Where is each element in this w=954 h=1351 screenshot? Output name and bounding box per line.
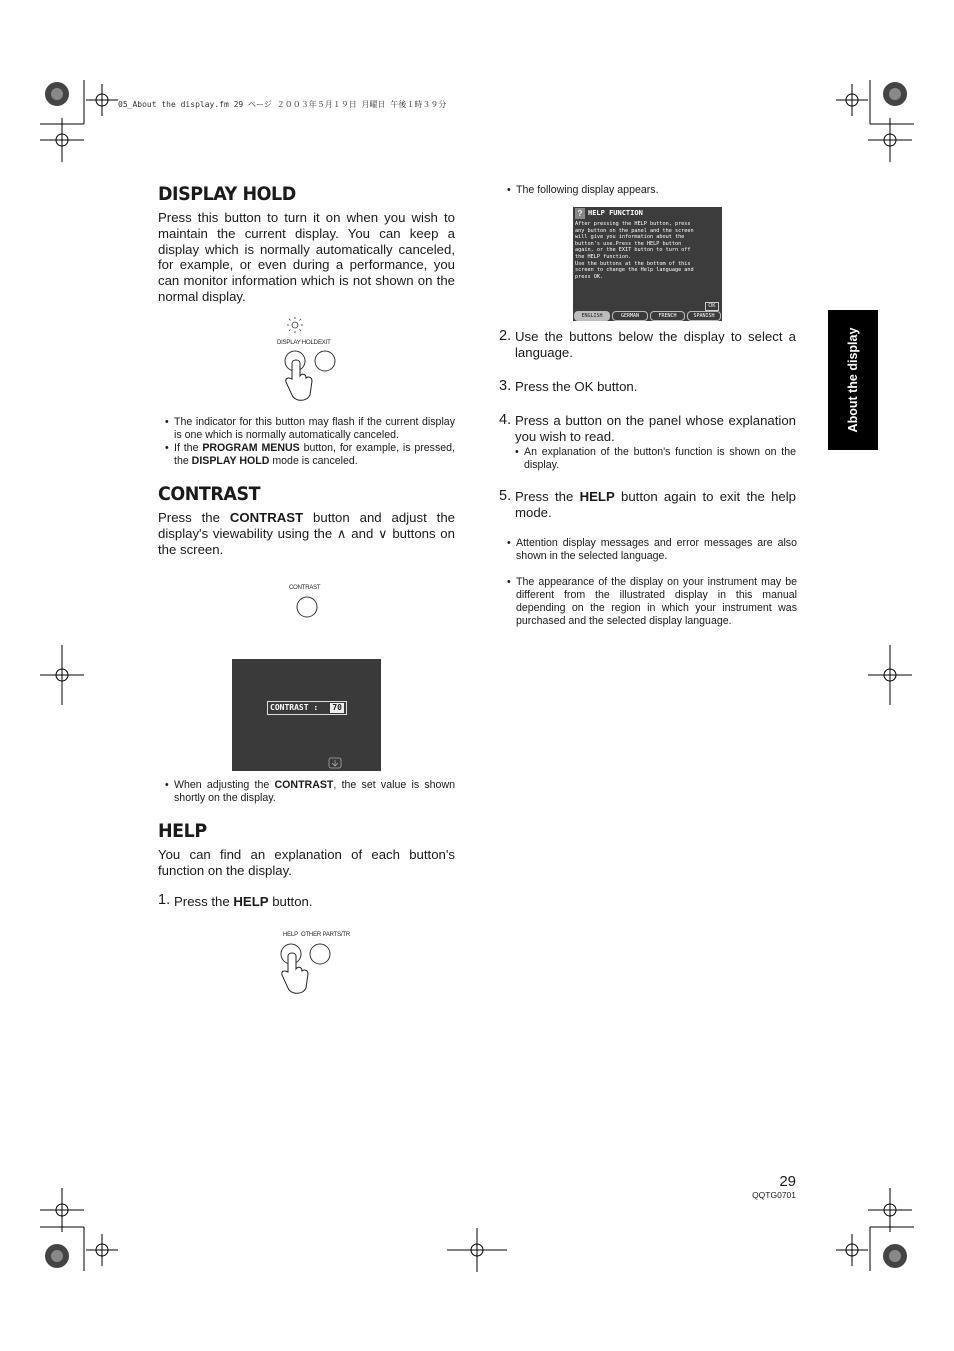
help-note-languages: • Attention display messages and error messages are also shown in the selected language. — [507, 537, 797, 563]
exit-label: EXIT — [318, 340, 331, 346]
contrast-note: • When adjusting the CONTRAST, the set value is shown shortly on the display. — [165, 779, 455, 805]
contrast-screen — [232, 659, 381, 771]
help-step-3: 3. Press the OK button. — [499, 378, 638, 394]
help-heading: HELP — [158, 820, 207, 842]
help-step-1: 1. Press the HELP button. — [158, 892, 313, 909]
contrast-body: Press the CONTRAST button and adjust the display's viewability using the ∧ and ∨ buttons on the screen. — [158, 510, 455, 557]
help-step-5: 5. Press the HELP button again to exit the help mode. — [499, 488, 796, 520]
display-hold-note-2: • If the PROGRAM MENUS button, for example, is pressed, the DISPLAY HOLD mode is canceled. — [165, 442, 455, 468]
exit-button-icon — [315, 351, 335, 371]
help-step-4-note: • An explanation of the button's function is shown on the display. — [515, 446, 796, 472]
lang-english-button[interactable]: ENGLISH — [574, 311, 610, 321]
display-hold-label: DISPLAY HOLD — [277, 340, 318, 346]
light-indicator-icon — [270, 315, 350, 407]
page-number: 29 — [779, 1173, 796, 1190]
file-header: 05_About the display.fm 29 ページ ２００３年５月１９日 月曜日 午後１時３９分 — [118, 100, 447, 109]
contrast-label: CONTRAST — [289, 585, 321, 591]
side-tab — [828, 310, 878, 450]
help-display-note: • The following display appears. — [507, 184, 797, 197]
question-icon: ? — [575, 208, 585, 219]
contrast-figure — [285, 585, 329, 621]
document-code: QQTG0701 — [752, 1190, 796, 1200]
help-screen — [573, 207, 722, 321]
lang-german-button[interactable]: GERMAN — [612, 311, 648, 321]
help-body: You can find an explanation of each button's function on the display. — [158, 847, 455, 878]
side-tab-label: About the display — [846, 327, 860, 433]
lang-french-button[interactable]: FRENCH — [650, 311, 685, 321]
help-figure — [275, 932, 355, 1002]
help-screen-title: HELP FUNCTION — [588, 209, 643, 217]
help-note-appearance: • The appearance of the display on your instrument may be different from the illustrated display in this manual depending on the region in which your instrument was purchased and the selected display language. — [507, 576, 797, 628]
contrast-button-icon — [285, 593, 329, 621]
display-hold-figure — [270, 315, 350, 407]
other-parts-button-icon — [310, 944, 330, 964]
help-step-2: 2. Use the buttons below the display to select a language. — [499, 328, 796, 360]
other-parts-label: OTHER PARTS/TR — [301, 932, 350, 938]
help-label: HELP — [283, 932, 298, 938]
contrast-value: 70 — [332, 703, 342, 712]
help-screen-body: After pressing the HELP button, press any button on the panel and the screen will give you information about the button's use.Press the HELP button again, or the EXIT button to turn off the HELP function. Use the buttons at the bottom of this screen to change the Help language and press OK. — [575, 221, 694, 280]
help-step-4: 4. Press a button on the panel whose explanation you wish to read. • An explanation of the button's function is shown on the display. — [499, 413, 796, 472]
display-hold-body: Press this button to turn it on when you wish to maintain the current display. You can keep a display which is normally automatically canceled, for example, or even during a performance, you can monitor information which is not shown on the normal display. — [158, 210, 455, 304]
display-hold-heading: DISPLAY HOLD — [158, 183, 296, 205]
lang-spanish-button[interactable]: SPANISH — [687, 311, 721, 321]
help-ok-button[interactable]: OK — [705, 302, 719, 311]
display-hold-note-1: • The indicator for this button may flash if the current display is one which is normally automatically canceled. — [165, 416, 455, 442]
exit-arrow-icon — [328, 757, 342, 769]
contrast-heading: CONTRAST — [158, 483, 261, 505]
contrast-readout: CONTRAST : 70 — [267, 701, 347, 715]
